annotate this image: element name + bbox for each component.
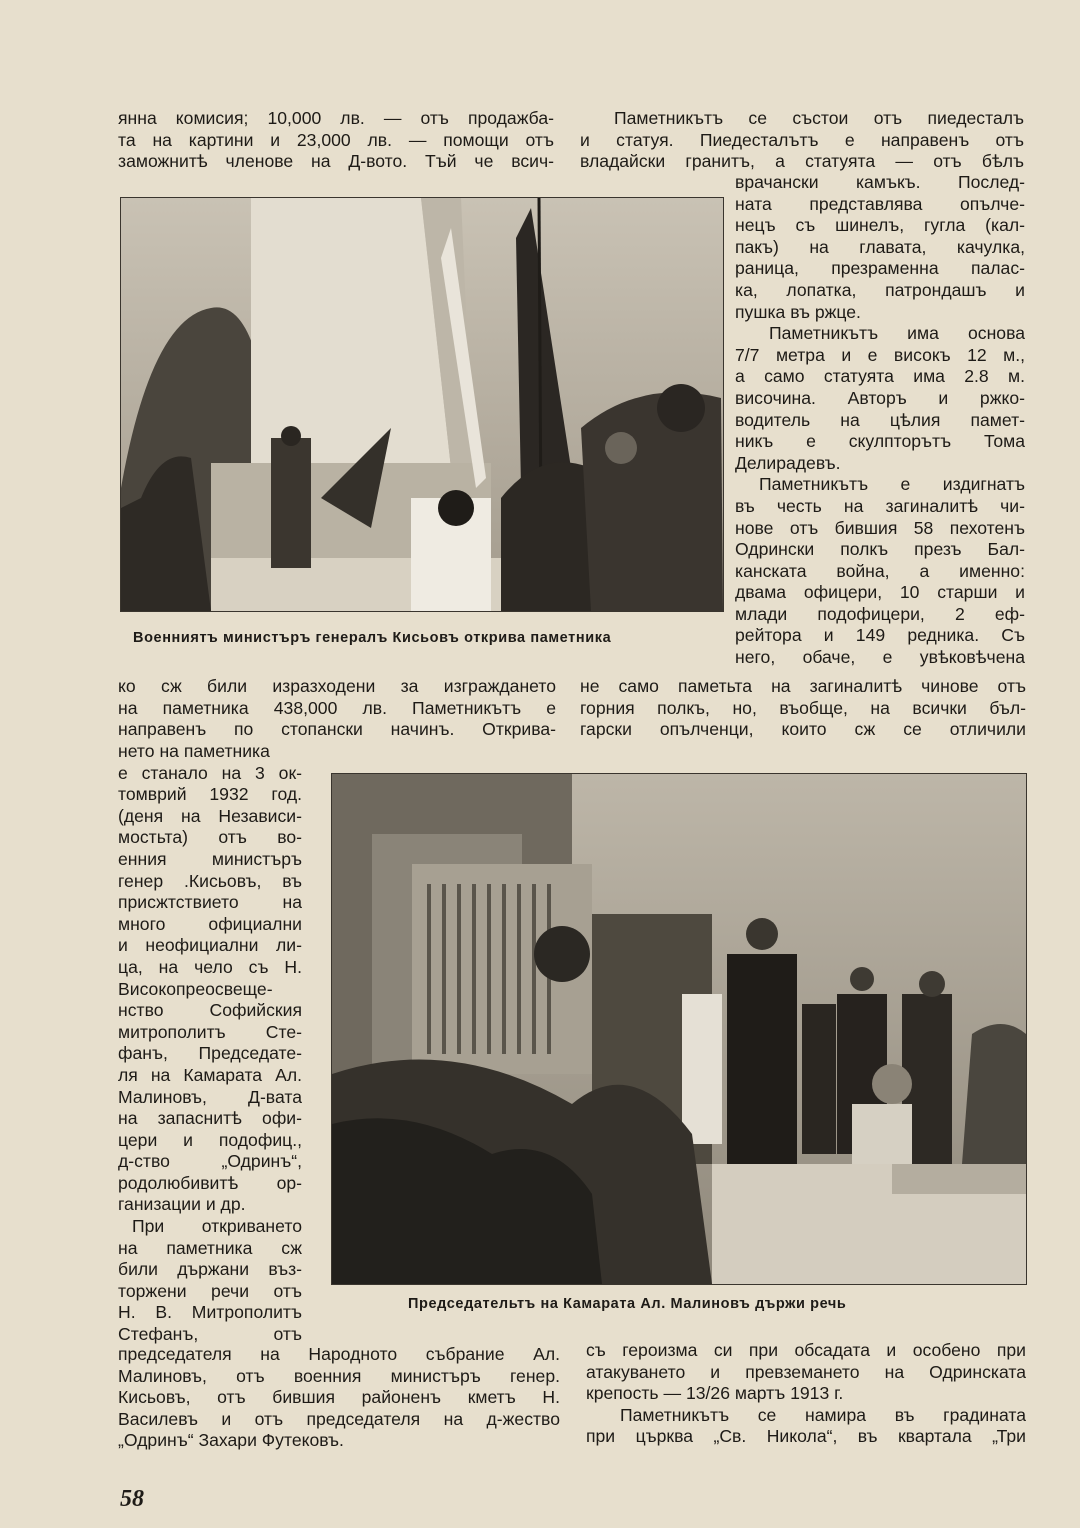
text-line: въ честь на загиналитѣ чи- [735,495,1025,516]
text-line: и неофициални ли- [118,935,302,956]
text-line: рейтора и 149 редника. Съ [735,625,1025,646]
text-line: митрополитъ Сте- [118,1021,302,1042]
text-line: много официални [118,913,302,934]
text-line: раница, презраменна палас- [735,258,1025,279]
text-line: фанъ, Председате- [118,1043,302,1064]
text-line: ната представлява опълче- [735,193,1025,214]
text-line: съ героизма си при обсадата и особено при [586,1340,1026,1360]
text-line: на паметника сж [118,1237,302,1258]
text-line: заможнитѣ членове на Д-вото. Тъй че всич- [118,151,554,172]
photo-2-caption: Председательтъ на Камарата Ал. Малиновъ държи речь [408,1296,847,1312]
text-line: ка, лопатка, патрондашъ и [735,279,1025,300]
text-line: владайски гранитъ, а статуята — отъ бѣлъ [580,151,1024,172]
text-line: ганизации и др. [118,1194,246,1215]
text-line: и статуя. Пиедесталътъ е направенъ отъ [580,129,1024,150]
text-line: Малиновъ, Д-вата [118,1086,302,1107]
text-line: Василевъ и отъ председателя на д-жество [118,1408,560,1429]
text-line: Паметникътъ се състои отъ пиедесталъ [614,108,1024,128]
text-left-top [118,108,554,173]
text-right-bottom [586,1340,1026,1448]
text-line: председателя на Народното събрание Ал. [118,1344,560,1364]
text-line: никъ е скулпторътъ Тома [735,431,1025,452]
photo-1-illustration [121,198,723,611]
text-line: (деня на Независи- [118,805,302,826]
text-line: томврий 1932 год. [118,784,302,805]
text-line: пушка въ ржце. [735,301,861,322]
text-line: канската война, а именно: [735,560,1025,581]
text-line: При откриването [132,1216,302,1237]
page-number: 58 [120,1486,144,1512]
text-line: височина. Авторъ и ржко- [735,387,1025,408]
text-line: Кисьовъ, отъ бившия районенъ кметъ Н. [118,1387,560,1408]
text-left-narrow [118,741,302,1346]
text-line: били държани въз- [118,1259,302,1280]
text-line: при църква „Св. Никола“, въ квартала „Три [586,1426,1026,1447]
text-line: крепость — 13/26 мартъ 1913 г. [586,1383,844,1404]
text-line: нето на паметника [118,741,270,761]
text-line: ко сж били изразходени за изграждането [118,676,556,696]
text-line: нство Софийския [118,1000,302,1021]
text-right-top [580,108,1024,173]
text-line: 7/7 метра и е високъ 12 м., [735,344,1025,365]
text-line: направенъ по стопански начинъ. Открива- [118,719,556,740]
text-line: „Одринъ“ Захари Футековъ. [118,1430,344,1451]
text-line: на запаснитѣ офи- [118,1108,302,1129]
text-line: Делирадевъ. [735,452,841,473]
text-left-mid [118,676,556,741]
text-line: нове отъ бившия 58 пехотенъ [735,517,1025,538]
text-line: Паметникътъ се намира въ градината [620,1404,1026,1425]
text-line: Стефанъ, отъ [118,1324,302,1345]
text-line: пакъ) на главата, качулка, [735,236,1025,257]
text-line: мостьта) отъ во- [118,827,302,848]
text-line: родолюбивитѣ ор- [118,1172,302,1193]
text-line: торжени речи отъ [118,1280,302,1301]
text-right-narrow [735,172,1025,669]
text-right-mid [580,676,1026,741]
text-line: Паметникътъ е издигнатъ [759,474,1025,495]
text-line: Н. В. Митрополитъ [118,1302,302,1323]
text-line: д-ство „Одринъ“, [118,1151,302,1172]
text-line: гарски опълченци, които сж се отличили [580,719,1026,740]
text-line: горния полкъ, но, въобще, на всички бъл- [580,697,1026,718]
text-line: Одрински полкъ презъ Бал- [735,539,1025,560]
text-line: ца, на чело съ Н. [118,956,302,977]
text-line: янна комисия; 10,000 лв. — отъ продажба- [118,108,554,128]
text-line: атакуването и превземането на Одринската [586,1361,1026,1382]
text-line: та на картини и 23,000 лв. — помощи отъ [118,129,554,150]
text-line: ля на Камарата Ал. [118,1064,302,1085]
text-line: двама офицери, 10 старши и [735,582,1025,603]
text-line: цери и подофиц., [118,1129,302,1150]
text-line: присжтствието на [118,892,302,913]
text-line: не само паметьта на загиналитѣ чинове отъ [580,676,1026,696]
text-line: Малиновъ, отъ военния министъръ генер. [118,1365,560,1386]
text-left-bottom [118,1344,560,1452]
text-line: Паметникътъ има основа [769,323,1025,344]
text-line: на паметника 438,000 лв. Паметникътъ е [118,697,556,718]
text-line: него, обаче, е увѣковѣчена [735,647,1025,668]
photo-malinov-speech [331,773,1027,1285]
text-line: водитель на цѣлия памет- [735,409,1025,430]
text-line: е станало на 3 ок- [118,762,302,783]
text-line: Високопреосвеще- [118,978,273,999]
text-line: генер .Кисьовъ, въ [118,870,302,891]
text-line: млади подофицери, 2 еф- [735,603,1025,624]
photo-1-caption: Военниятъ министъръ генералъ Кисьовъ открива паметника [133,630,612,646]
photo-monument-opening [120,197,724,612]
photo-2-illustration [332,774,1026,1284]
text-line: врачански камъкъ. Послед- [735,172,1025,192]
text-line: енния министъръ [118,848,302,869]
text-line: а само статуята има 2.8 м. [735,366,1025,387]
text-line: нецъ съ шинелъ, гугла (кал- [735,215,1025,236]
